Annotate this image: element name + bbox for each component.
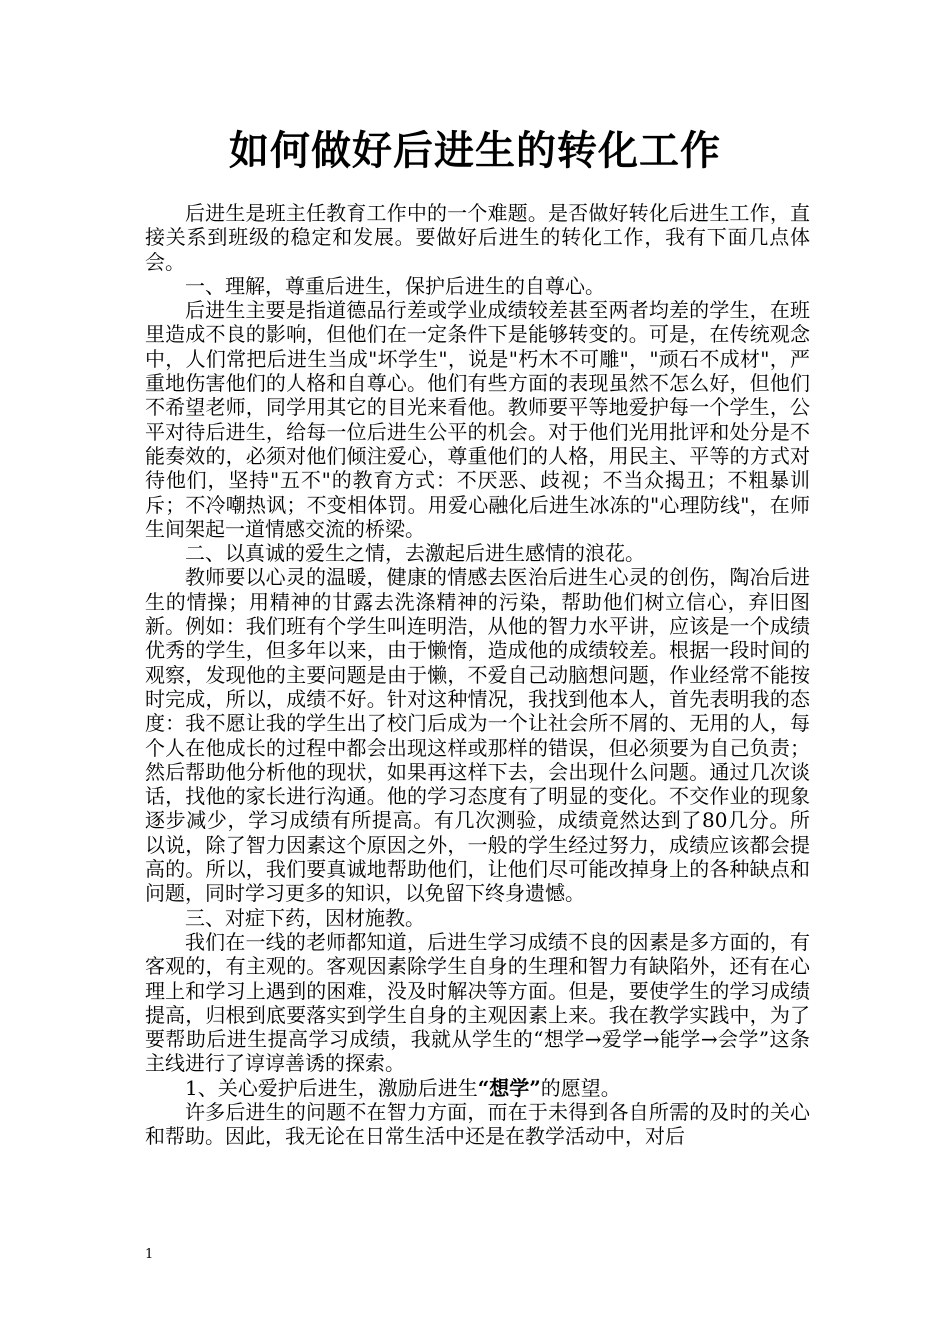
document-title: 如何做好后进生的转化工作	[229, 127, 721, 174]
subsection-heading-text: 1、关心爱护后进生，激励后进生	[185, 1075, 478, 1100]
paragraph-subsection-1: 许多后进生的问题不在智力方面，而在于未得到各自所需的及时的关心和帮助。因此，我无论在日常生活中还是在教学活动中，对后	[145, 1099, 810, 1149]
section-heading-2: 二、以真诚的爱生之情，去激起后进生感情的浪花。	[185, 541, 645, 566]
paragraph-section-1: 后进生主要是指道德品行差或学业成绩较差甚至两者均差的学生，在班里造成不良的影响，但他们在一定条件下是能够转变的。可是，在传统观念中，人们常把后进生当成"坏学生"，说是"朽木不可雕"，"顽石不成材"，严重地伤害他们的人格和自尊心。他们有些方面的表现虽然不怎么好，但他们不希望老师，同学用其它的目光来看他。教师要平等地爱护每一个学生，公平对待后进生，给每一位后进生公平的机会。对于他们光用批评和处分是不能奏效的，必须对他们倾注爱心，尊重他们的人格，用民主、平等的方式对待他们，坚持"五不"的教育方式：不厌恶、歧视；不当众揭丑；不粗暴训斥；不冷嘲热讽；不变相体罚。用爱心融化后进生冰冻的"心理防线"，在师生间架起一道情感交流的桥梁。	[145, 298, 810, 541]
subsection-heading-emphasis: “想学”	[477, 1075, 541, 1100]
paragraph-intro: 后进生是班主任教育工作中的一个难题。是否做好转化后进生工作，直接关系到班级的稳定和发展。要做好后进生的转化工作，我有下面几点体会。	[145, 201, 810, 274]
section-heading-3: 三、对症下药，因材施教。	[185, 905, 425, 930]
document-body	[145, 201, 810, 1149]
page-number: 1	[145, 1247, 154, 1262]
subsection-heading-tail: 的愿望。	[540, 1075, 621, 1100]
paragraph-section-2: 教师要以心灵的温暖，健康的情感去医治后进生心灵的创伤，陶冶后进生的情操；用精神的甘露去洗涤精神的污染，帮助他们树立信心，弃旧图新。例如：我们班有个学生叫连明浩，从他的智力水平讲，应该是一个成绩优秀的学生，但多年以来，由于懒惰，造成他的成绩较差。根据一段时间的观察，发现他的主要问题是由于懒，不爱自己动脑想问题，作业经常不能按时完成，所以，成绩不好。针对这种情况，我找到他本人，首先表明我的态度：我不愿让我的学生出了校门后成为一个让社会所不屑的、无用的人，每个人在他成长的过程中都会出现这样或那样的错误，但必须要为自己负责；然后帮助他分析他的现状，如果再这样下去，会出现什么问题。通过几次谈话，找他的家长进行沟通。他的学习态度有了明显的变化。不交作业的现象逐步减少，学习成绩有所提高。有几次测验，成绩竟然达到了80几分。所以说，除了智力因素这个原因之外，一般的学生经过努力，成绩应该都会提高的。所以，我们要真诚地帮助他们，让他们尽可能改掉身上的各种缺点和问题，同时学习更多的知识，以免留下终身遗憾。	[145, 565, 810, 906]
paragraph-section-3: 我们在一线的老师都知道，后进生学习成绩不良的因素是多方面的，有客观的，有主观的。客观因素除学生自身的生理和智力有缺陷外，还有在心理上和学习上遇到的困难，没及时解决等方面。但是，要使学生的学习成绩提高，归根到底要落实到学生自身的主观因素上来。我在教学实践中，为了要帮助后进生提高学习成绩，我就从学生的“想学→爱学→能学→会学”这条主线进行了谆谆善诱的探索。	[145, 929, 810, 1076]
section-heading-1: 一、理解，尊重后进生，保护后进生的自尊心。	[185, 273, 605, 298]
subsection-heading-1	[145, 1076, 810, 1100]
